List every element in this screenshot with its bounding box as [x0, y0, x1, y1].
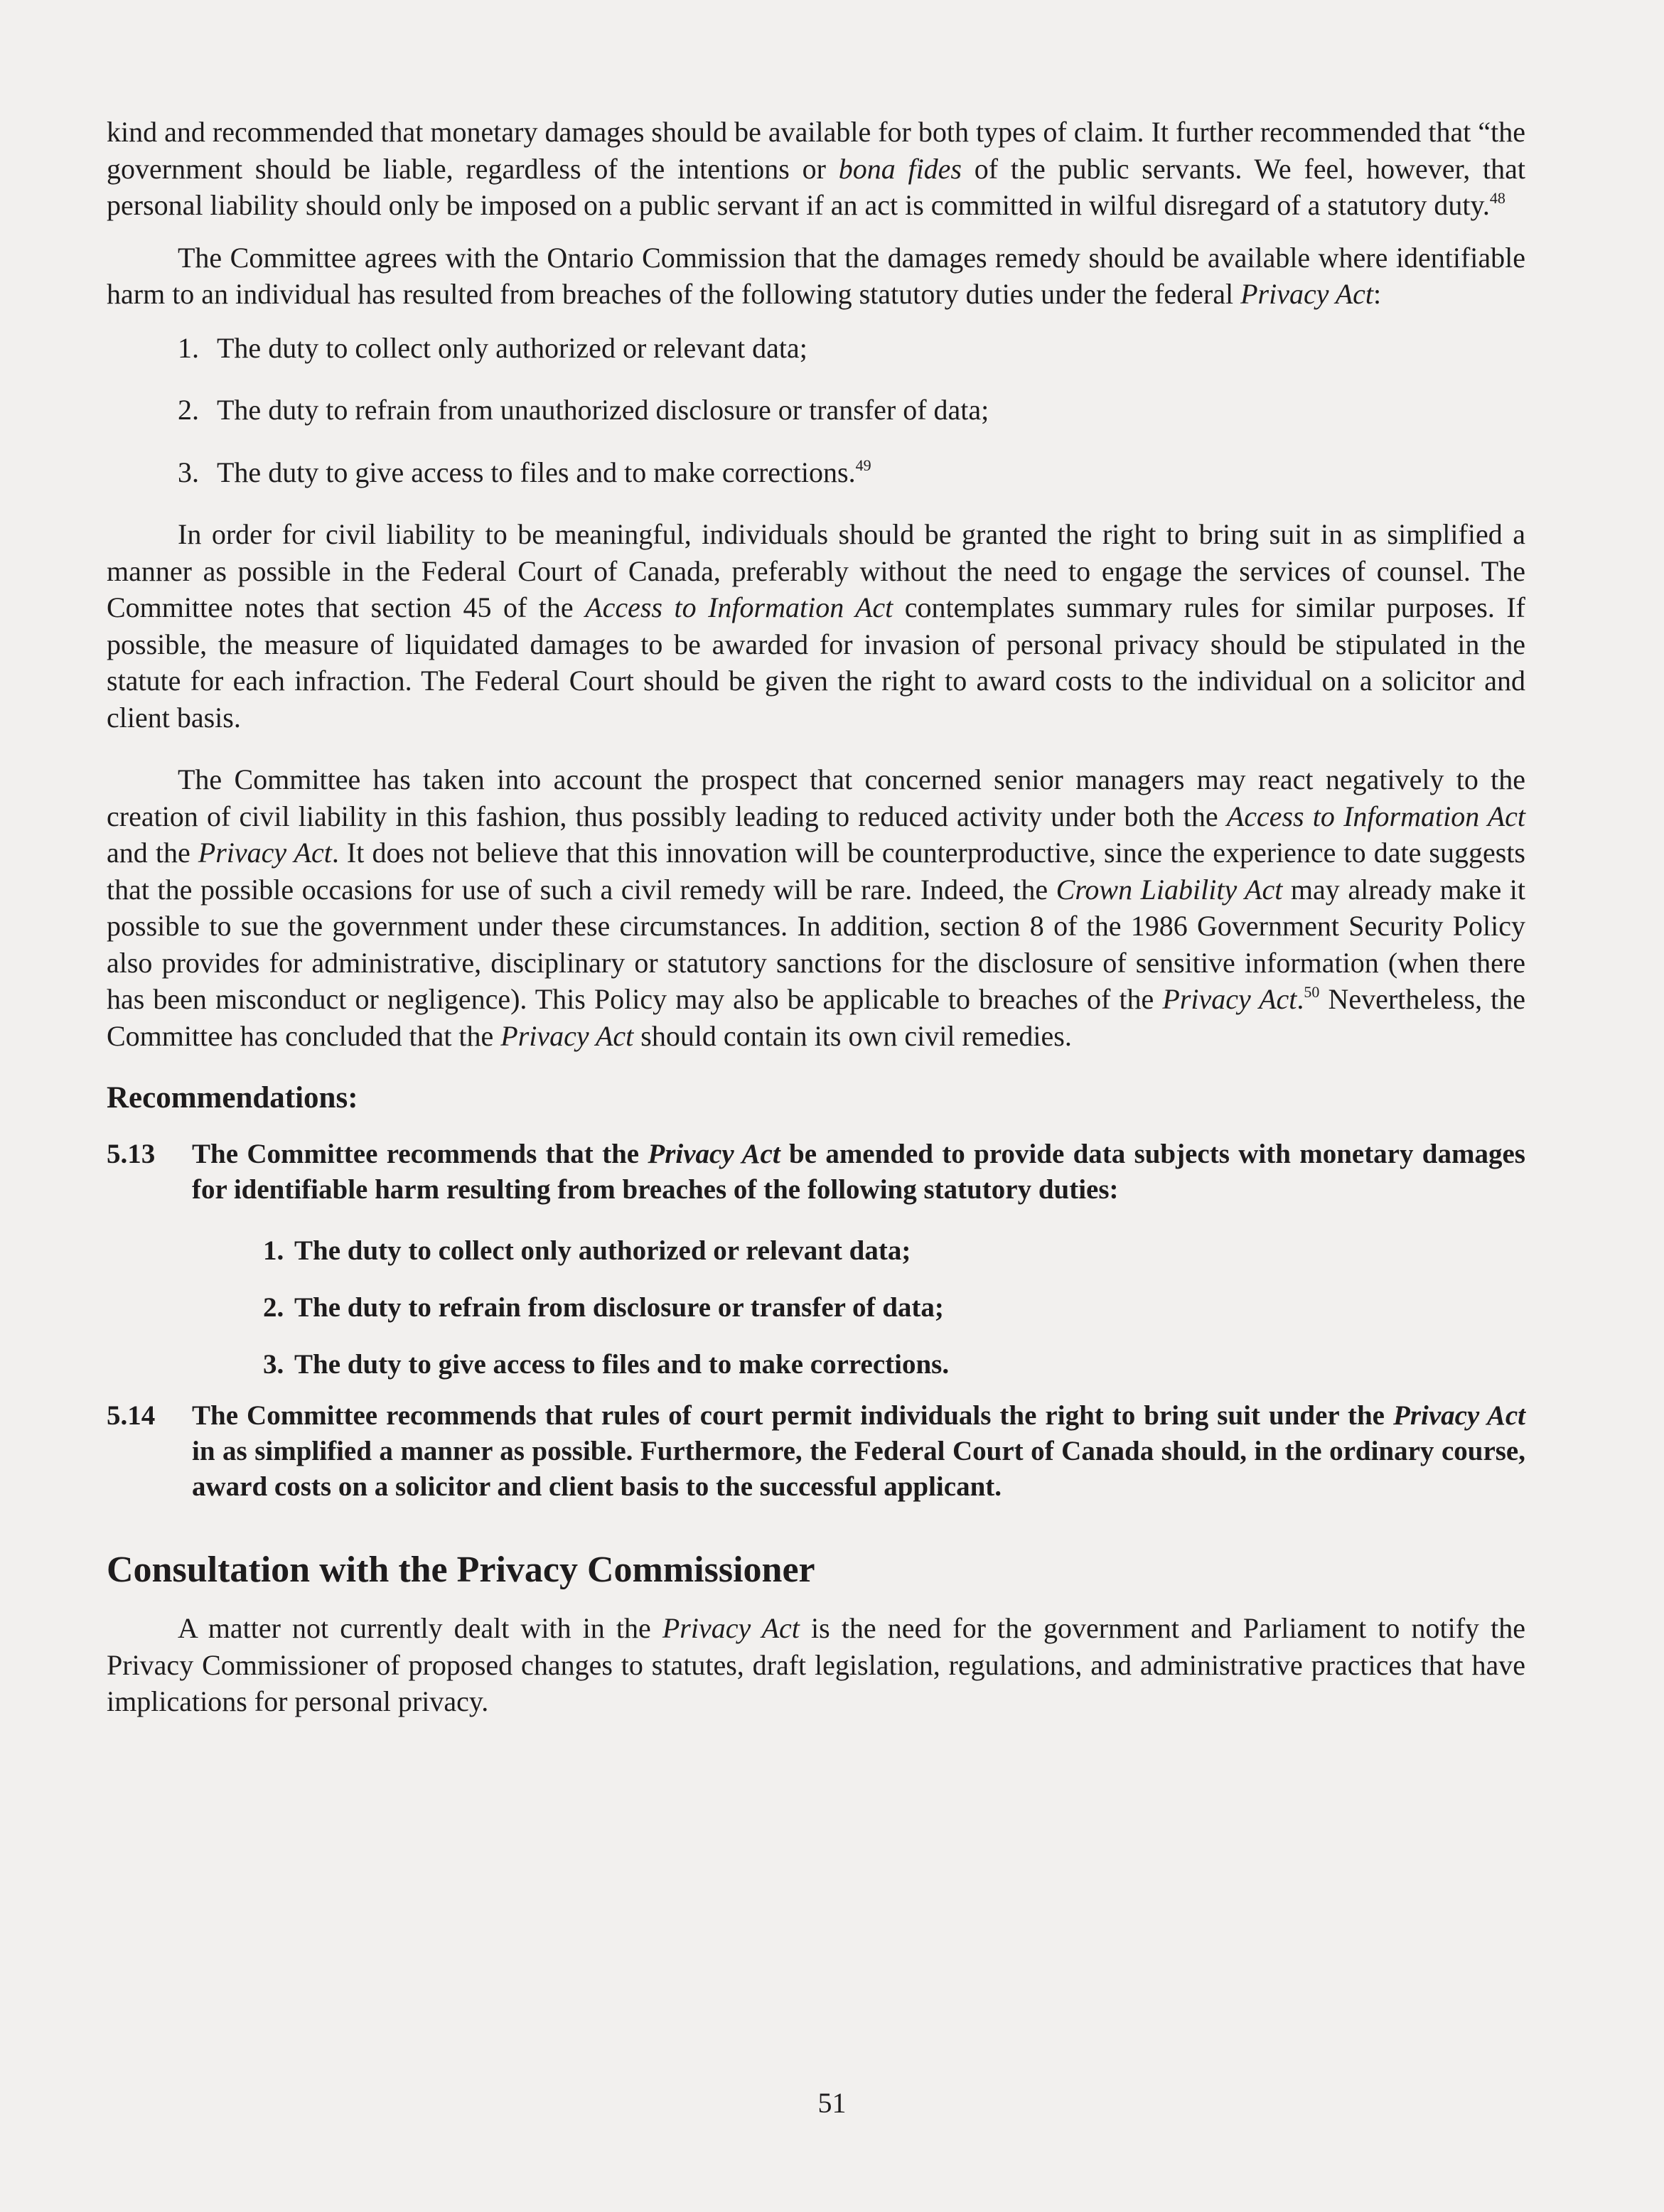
list-item: 3. The duty to give access to files and to make corrections. [263, 1349, 950, 1380]
recommendation-5-14 [107, 1398, 1525, 1505]
list-item: 1. The duty to collect only authorized or relevant data; [263, 1235, 911, 1266]
footnote-ref: 49 [855, 456, 871, 474]
recommendation-number: 5.13 [107, 1139, 156, 1169]
footnote-ref: 48 [1489, 189, 1505, 207]
list-item: 3. The duty to give access to files and to make corrections.$^{49}$ [178, 456, 871, 488]
recommendations-heading: Recommendations: [107, 1081, 358, 1115]
paragraph-ontario-commission: The Committee agrees with the Ontario Commission that the damages remedy should be available where identifiable harm to an individual has resulted from breaches of the following statutory duties under the federal Privacy Act: [107, 241, 1525, 310]
recommendation-text: The Committee recommends that rules of court permit individuals the right to bring suit under the Privacy Act in as simplified a manner as possible. Furthermore, the Federal Court of Canada should, in the ordinary course, award costs on a solicitor and client basis to the successful applicant. [192, 1400, 1525, 1502]
recommendation-text: The Committee recommends that the Privacy Act be amended to provide data subjects with monetary damages for identifiable harm resulting from breaches of the following statutory duties: [192, 1139, 1525, 1205]
paragraph-senior-managers: The Committee has taken into account the prospect that concerned senior managers may react negatively to the creation of civil liability in this fashion, thus possibly leading to reduced activity under both the Access to Information Act and the Privacy Act. It does not believe that this innovation will be counterproductive, since the experience to date suggests that the possible occasions for use of such a civil remedy will be rare. Indeed, the Crown Liability Act may already make it possible to sue the government under these circumstances. In addition, section 8 of the 1986 Government Security Policy also provides for administrative, disciplinary or statutory sanctions for the disclosure of sensitive information (when there has been misconduct or negligence). This Policy may also be applicable to breaches of the Privacy Act.$^{50}$ Nevertheless, the Committee has concluded that the Privacy Act should contain its own civil remedies. [107, 763, 1526, 1052]
list-item: 1. The duty to collect only authorized or relevant data; [178, 331, 807, 364]
list-item: 2. The duty to refrain from disclosure or transfer of data; [263, 1292, 944, 1323]
paragraph-consultation: A matter not currently dealt with in the Privacy Act is the need for the government and Parliament to notify the Privacy Commissioner of proposed changes to statutes, draft legislation, regulations, and administrative practices that have implications for personal privacy. [107, 1612, 1525, 1717]
paragraph-damages-intro: kind and recommended that monetary damages should be available for both types of claim. It further recommended that “the government should be liable, regardless of the intentions or bona fides of the public servants. We feel, however, that personal liability should only be imposed on a public servant if an act is committed in wilful disregard of a statutory duty.$^{48}$ [107, 116, 1526, 221]
footnote-ref: 50 [1304, 983, 1320, 1001]
section-heading: Consultation with the Privacy Commissioner [107, 1550, 815, 1590]
page-number: 51 [817, 2087, 847, 2119]
list-item: 2. The duty to refrain from unauthorized disclosure or transfer of data; [178, 394, 989, 426]
recommendation-5-13 [107, 1137, 1525, 1208]
page-body [107, 114, 1525, 1720]
recommendation-number: 5.14 [107, 1400, 156, 1431]
paragraph-civil-liability: In order for civil liability to be meaningful, individuals should be granted the right to bring suit in as simplified a manner as possible in the Federal Court of Canada, preferably without the need to engage the services of counsel. The Committee notes that section 45 of the Access to Information Act contemplates summary rules for similar purposes. If possible, the measure of liquidated damages to be awarded for invasion of personal privacy should be stipulated in the statute for each infraction. The Federal Court should be given the right to award costs to the individual on a solicitor and client basis. [107, 518, 1525, 734]
